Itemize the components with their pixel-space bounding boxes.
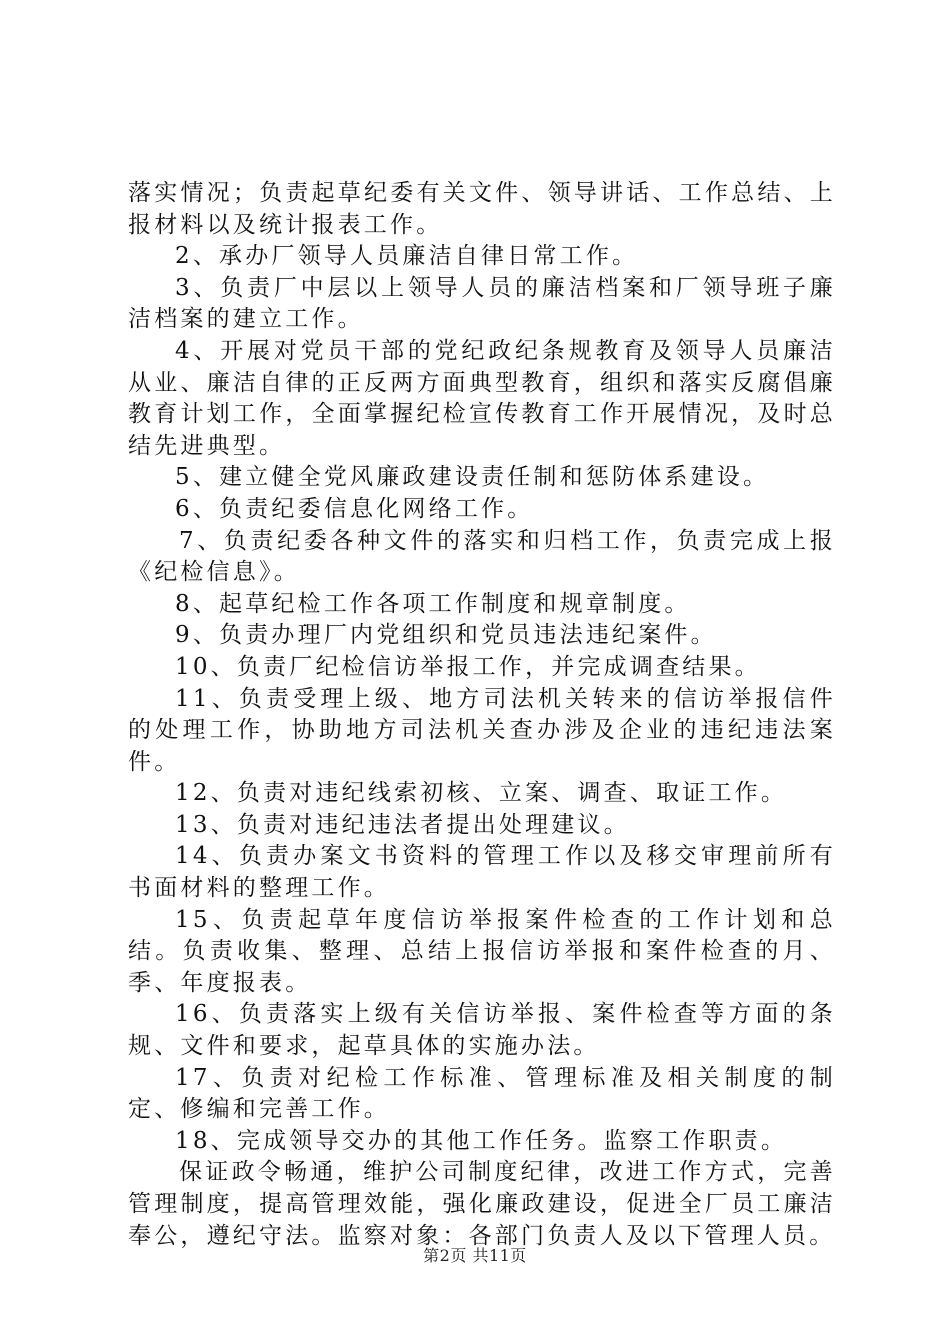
paragraph-item-9: 9、负责办理厂内党组织和党员违法违纪案件。 (175, 622, 717, 649)
paragraph-item-2: 2、承办厂领导人员廉洁自律日常工作。 (175, 243, 639, 270)
paragraph-item-16: 16、负责落实上级有关信访举报、案件检查等方面的条规、文件和要求，起草具体的实施办法。 (128, 1001, 836, 1060)
paragraph-item-15: 15、负责起草年度信访举报案件检查的工作计划和总结。负责收集、整理、总结上报信访举报和案件检查的月、季、年度报表。 (128, 906, 836, 996)
paragraph-continuation: 落实情况；负责起草纪委有关文件、领导讲话、工作总结、上报材料以及统计报表工作。 (128, 180, 836, 238)
paragraph-item-17: 17、负责对纪检工作标准、管理标准及相关制度的制定、修编和完善工作。 (128, 1064, 836, 1123)
paragraph-item-3: 3、负责厂中层以上领导人员的廉洁档案和厂领导班子廉洁档案的建立工作。 (128, 274, 836, 333)
paragraph-item-10: 10、负责厂纪检信访举报工作，并完成调查结果。 (175, 653, 761, 680)
paragraph-supervision-duties: 保证政令畅通，维护公司制度纪律，改进工作方式，完善管理制度，提高管理效能，强化廉政建设，促进全厂员工廉洁奉公，遵纪守法。监察对象：各部门负责人及以下管理人员。 (128, 1159, 836, 1249)
paragraph-item-12: 12、负责对违纪线索初核、立案、调查、取证工作。 (175, 780, 788, 807)
paragraph-item-5: 5、建立健全党风廉政建设责任制和惩防体系建设。 (175, 464, 770, 491)
paragraph-item-4: 4、开展对党员干部的党纪政纪条规教育及领导人员廉洁从业、廉洁自律的正反两方面典型教育，组织和落实反腐倡廉教育计划工作，全面掌握纪检宣传教育工作开展情况，及时总结先进典型。 (128, 337, 836, 459)
page-number-footer: 第2页 共11页 (423, 1246, 527, 1265)
paragraph-item-13: 13、负责对违纪违法者提出处理建议。 (175, 811, 630, 838)
document-body (128, 178, 836, 1252)
paragraph-item-8: 8、起草纪检工作各项工作制度和规章制度。 (175, 590, 691, 617)
paragraph-item-6: 6、负责纪委信息化网络工作。 (175, 495, 534, 522)
paragraph-item-7: 7、负责纪委各种文件的落实和归档工作，负责完成上报《纪检信息》。 (128, 527, 836, 586)
paragraph-item-18: 18、完成领导交办的其他工作任务。监察工作职责。 (175, 1127, 788, 1154)
paragraph-item-14: 14、负责办案文书资料的管理工作以及移交审理前所有书面材料的整理工作。 (128, 843, 836, 902)
paragraph-item-11: 11、负责受理上级、地方司法机关转来的信访举报信件的处理工作，协助地方司法机关查办涉及企业的违纪违法案件。 (128, 685, 836, 775)
